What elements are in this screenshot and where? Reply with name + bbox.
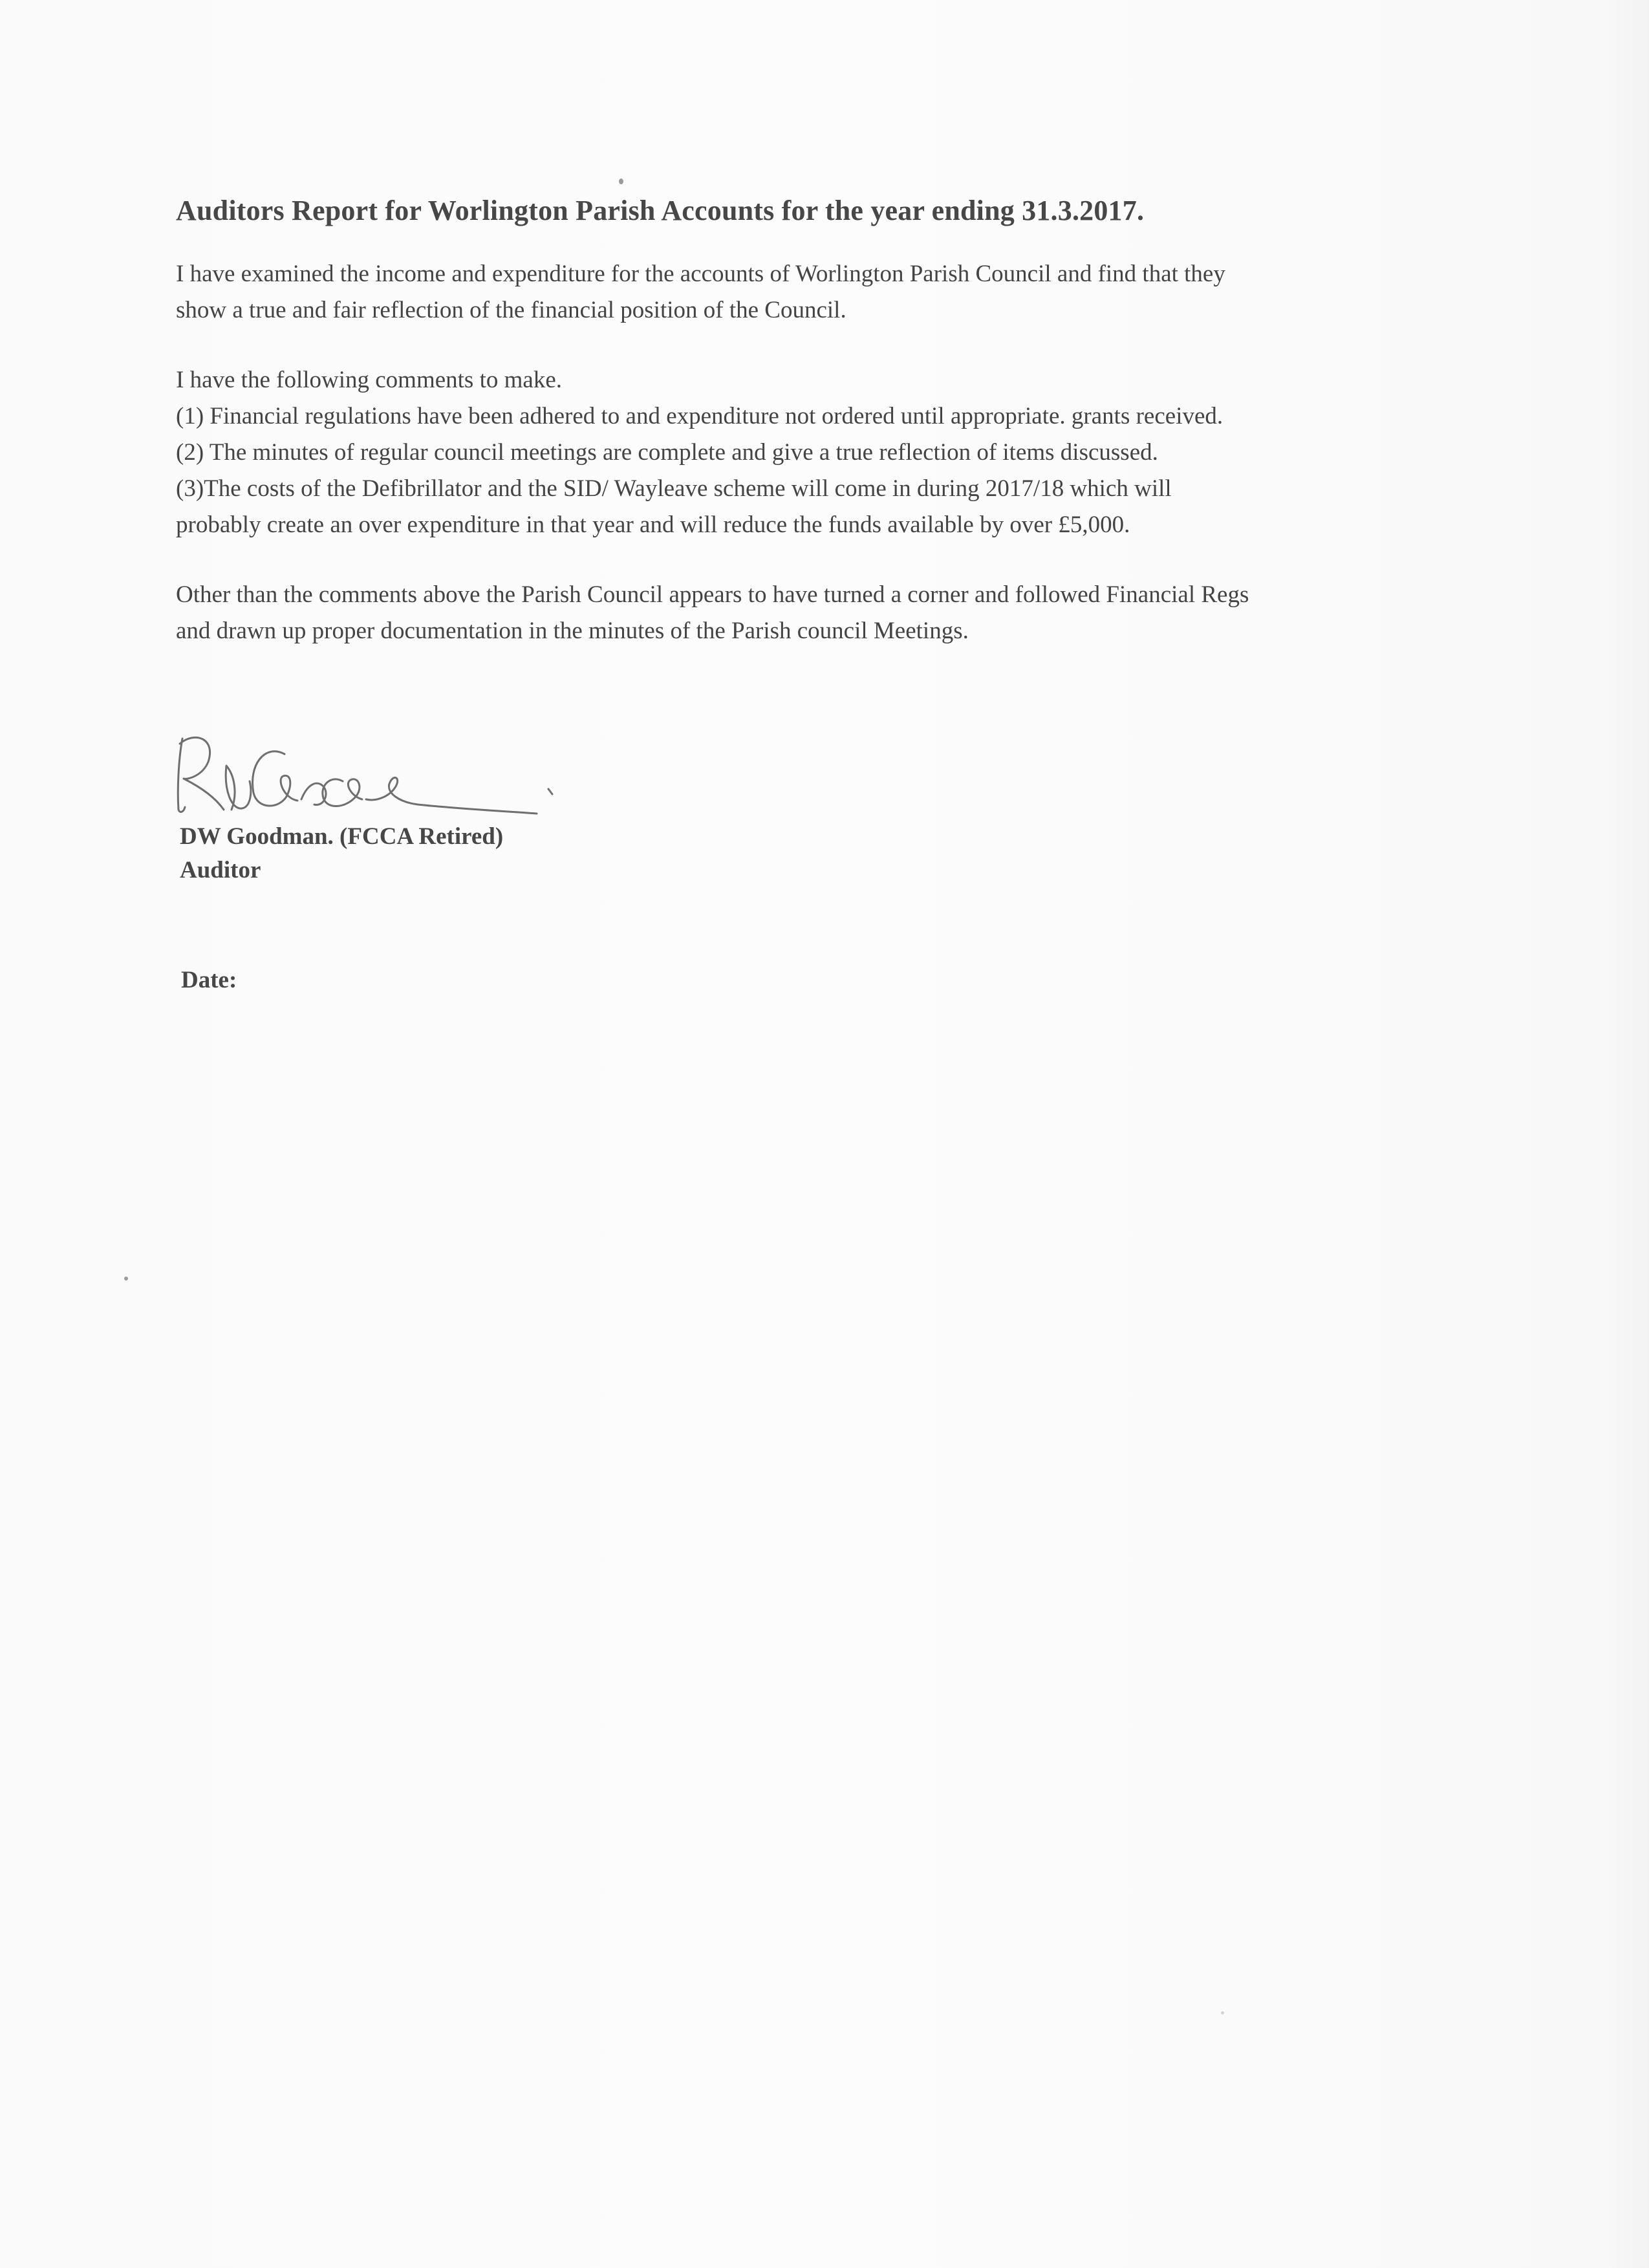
signatory-name: DW Goodman. (FCCA Retired)	[180, 823, 504, 850]
comment-item: (3)The costs of the Defibrillator and the SID/ Wayleave scheme will come in during 2017/18 which will	[176, 475, 1172, 502]
comments-paragraph	[176, 362, 1456, 543]
closing-line: Other than the comments above the Parish Council appears to have turned a corner and followed Financial Regs	[176, 581, 1249, 608]
closing-paragraph	[176, 577, 1456, 649]
signatory-role: Auditor	[180, 857, 261, 883]
report-title: Auditors Report for Worlington Parish Accounts for the year ending 31.3.2017.	[176, 195, 1145, 226]
scan-speck	[1221, 2011, 1224, 2014]
scan-speck	[619, 178, 623, 184]
closing-line: and drawn up proper documentation in the minutes of the Parish council Meetings.	[176, 618, 969, 644]
page-edge-shadow	[1604, 0, 1649, 2268]
date-label: Date:	[181, 967, 237, 993]
scan-speck	[124, 1277, 128, 1280]
comment-item: (1) Financial regulations have been adhered to and expenditure not ordered until appropriate. grants received.	[176, 403, 1223, 429]
comment-item-continued: probably create an over expenditure in that year and will reduce the funds available by over £5,000.	[176, 512, 1130, 538]
comment-item: (2) The minutes of regular council meetings are complete and give a true reflection of items discussed.	[176, 439, 1158, 466]
intro-line: I have examined the income and expenditure for the accounts of Worlington Parish Council and find that they	[176, 261, 1225, 287]
report-body	[176, 191, 1456, 649]
comments-heading: I have the following comments to make.	[176, 367, 562, 393]
handwritten-signature	[169, 724, 570, 821]
intro-line: show a true and fair reflection of the financial position of the Council.	[176, 297, 846, 323]
intro-paragraph	[176, 256, 1456, 329]
